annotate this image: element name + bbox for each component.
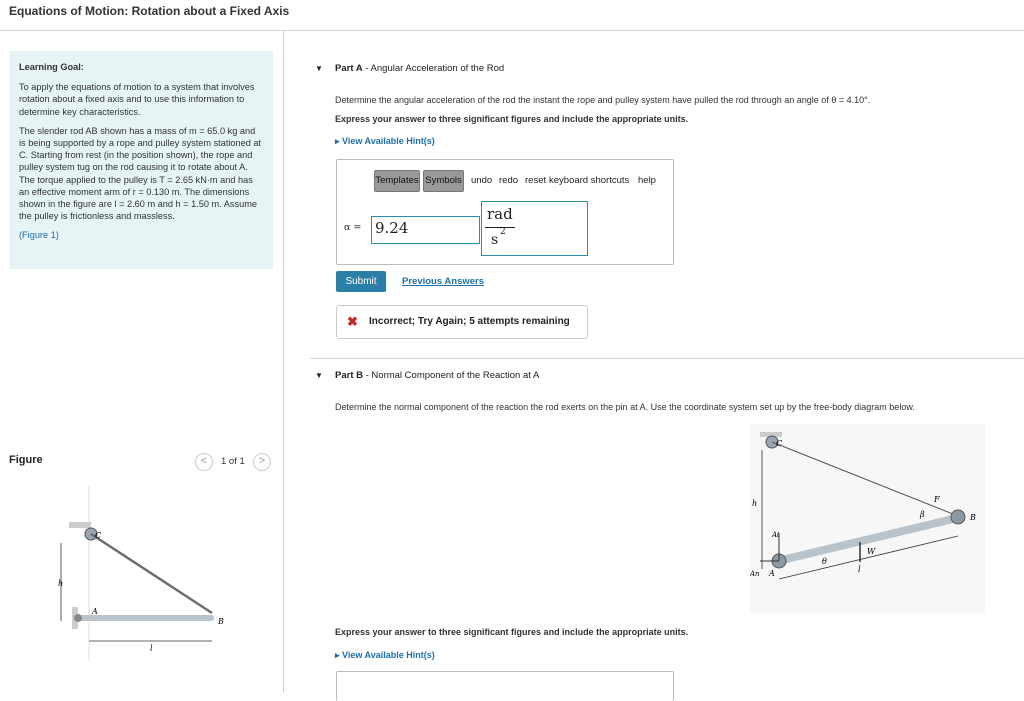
figure-link[interactable]: (Figure 1) bbox=[19, 230, 59, 241]
page-title: Equations of Motion: Rotation about a Fixed Axis bbox=[9, 4, 290, 18]
part-b-answer-box bbox=[336, 671, 674, 701]
fbd-label-h: h bbox=[752, 499, 758, 508]
figure-pager: 1 of 1 bbox=[221, 456, 245, 467]
feedback-box bbox=[336, 305, 588, 339]
redo-button[interactable]: redo bbox=[499, 175, 519, 186]
label-l: l bbox=[150, 644, 153, 653]
part-a-hint-label: View Available Hint(s) bbox=[342, 136, 435, 146]
help-button[interactable]: help bbox=[638, 175, 656, 186]
part-b-title: - Normal Component of the Reaction at A bbox=[362, 370, 540, 381]
learning-goal-intro: To apply the equations of motion to a system that involves rotation about a fixed axis and to use this information to determine key characteristics. bbox=[19, 82, 255, 117]
part-b-question: Determine the normal component of the reaction the rod exerts on the pin at A. Use the coordinate system set up by the free-body diagram below. bbox=[335, 402, 915, 412]
next-figure-button[interactable]: > bbox=[253, 453, 271, 471]
figure-1-diagram bbox=[29, 486, 259, 661]
label-b: B bbox=[218, 617, 224, 626]
part-a-label: Part A bbox=[335, 63, 363, 74]
symbols-button[interactable]: Symbols bbox=[423, 170, 464, 192]
learning-goal-heading: Learning Goal: bbox=[19, 62, 84, 72]
fbd-label-b: B bbox=[970, 513, 976, 522]
fbd-label-f: F bbox=[934, 495, 940, 504]
part-a-answer-box bbox=[336, 159, 674, 265]
label-c: C bbox=[95, 531, 102, 540]
answer-units-input[interactable] bbox=[481, 201, 588, 256]
incorrect-icon: ✖ bbox=[347, 314, 358, 329]
problem-statement: The slender rod AB shown has a mass of m = 65.0 kg and is being supported by a rope and pulley system stationed at C. Starting from rest (in the position shown), the rope and pulley system tug on the rod causing it to rotate about A. The torque applied to the pulley is T = 2.65 kN·m and has an effective moment arm of r = 0.130 m. The dimensions shown in the figure are l = 2.60 m and h = 1.50 m. Assume the pulley is frictionless and massless. bbox=[19, 125, 262, 222]
part-b-instructions: Express your answer to three significant figures and include the appropriate units. bbox=[335, 627, 689, 637]
fbd-label-c: C bbox=[776, 439, 783, 448]
free-body-diagram bbox=[750, 424, 985, 614]
main-content bbox=[285, 31, 1024, 692]
part-a-title: - Angular Acceleration of the Rod bbox=[362, 63, 505, 74]
rope bbox=[91, 534, 212, 613]
part-a-question: Determine the angular acceleration of the rod the instant the rope and pulley system have pulled the rod through an angle of θ = 4.10°. bbox=[335, 95, 871, 105]
figure-title: Figure bbox=[9, 454, 43, 466]
fbd-label-a: A bbox=[769, 569, 775, 578]
part-b-hint-link[interactable]: ▸ View Available Hint(s) bbox=[335, 650, 435, 660]
fbd-end-b bbox=[951, 510, 965, 524]
prev-figure-button[interactable]: < bbox=[195, 453, 213, 471]
learning-goal-panel bbox=[10, 51, 273, 269]
unit-exponent: 2 bbox=[500, 227, 506, 237]
fbd-label-an: An bbox=[750, 570, 760, 578]
part-a-instructions: Express your answer to three significant figures and include the appropriate units. bbox=[335, 114, 689, 124]
answer-value-input[interactable]: 9.24 bbox=[371, 216, 480, 244]
previous-answers-link[interactable]: Previous Answers bbox=[402, 276, 485, 287]
part-b-label: Part B bbox=[335, 370, 363, 381]
part-a-hint-link[interactable]: ▸ View Available Hint(s) bbox=[335, 136, 435, 146]
part-b-collapse-icon[interactable]: ▼ bbox=[315, 371, 323, 380]
feedback-message: Incorrect; Try Again; 5 attempts remaining bbox=[369, 316, 570, 327]
part-separator bbox=[310, 358, 1024, 359]
templates-button[interactable]: Templates bbox=[374, 170, 420, 192]
fbd-label-at: At bbox=[772, 531, 780, 539]
label-a: A bbox=[92, 607, 98, 616]
pin-a bbox=[74, 614, 82, 622]
fbd-label-beta: β bbox=[920, 510, 925, 519]
part-a-header[interactable] bbox=[335, 63, 504, 74]
reset-button[interactable]: reset bbox=[525, 175, 547, 186]
unit-denominator: s bbox=[491, 232, 499, 248]
submit-button[interactable]: Submit bbox=[336, 271, 386, 292]
unit-numerator: rad bbox=[487, 205, 513, 223]
undo-button[interactable]: undo bbox=[471, 175, 493, 186]
label-h: h bbox=[58, 579, 64, 588]
fbd-label-theta: θ bbox=[822, 557, 827, 566]
fbd-label-l: l bbox=[858, 565, 861, 574]
part-a-collapse-icon[interactable]: ▼ bbox=[315, 64, 323, 73]
fbd-label-w: W bbox=[867, 547, 876, 556]
ceiling-mount bbox=[69, 522, 91, 528]
part-b-header[interactable] bbox=[335, 370, 539, 381]
title-bar bbox=[0, 0, 1024, 31]
part-b-hint-label: View Available Hint(s) bbox=[342, 650, 435, 660]
keyboard-shortcuts-button[interactable]: keyboard shortcuts bbox=[549, 175, 630, 186]
figure-header bbox=[9, 452, 273, 472]
alpha-label: α = bbox=[344, 222, 362, 233]
